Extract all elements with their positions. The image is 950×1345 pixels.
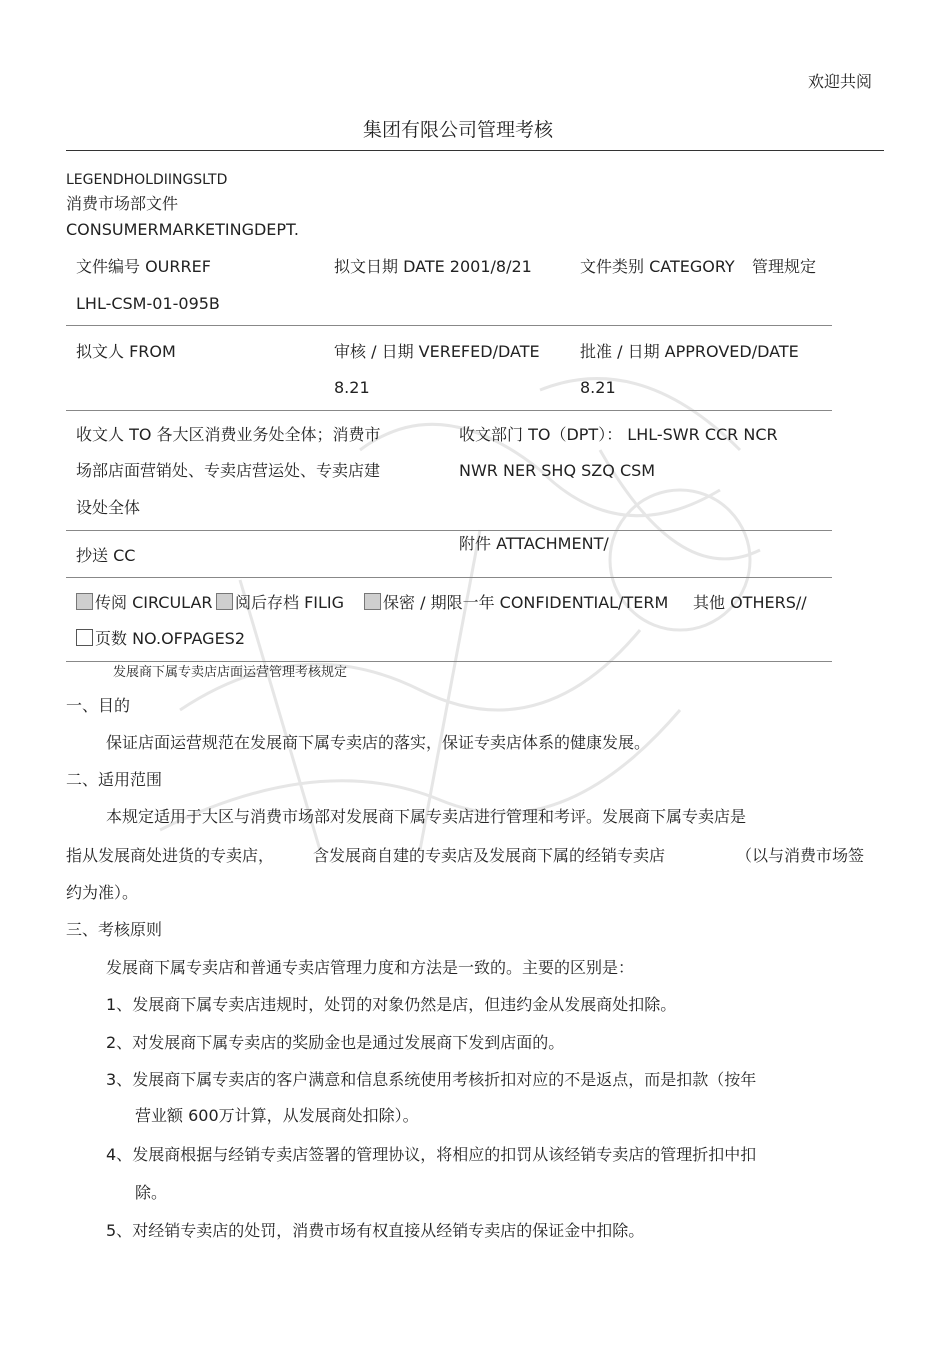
list-item [106, 995, 676, 1015]
list-item-text: 对经销专卖店的处罚，消费市场有权直接从经销专卖店的保证金中扣除。 [132, 1221, 645, 1240]
section-3-intro: 发展商下属专卖店和普通专卖店管理力度和方法是一致的。主要的区别是： [106, 958, 635, 977]
list-item-number: 2、 [106, 1033, 133, 1052]
section-2-heading: 二、适用范围 [66, 770, 163, 789]
table-row-divider [66, 530, 832, 531]
section-2-line-2c: （以与消费市场签 [736, 846, 865, 865]
confidential-label: 保密 / 期限一年 CONFIDENTIAL/TERM [383, 593, 669, 612]
list-item [106, 1221, 644, 1241]
section-1-text: 保证店面运营规范在发展商下属专卖店的落实，保证专卖店体系的健康发展。 [106, 733, 651, 752]
pages-label: 页数 NO.OFPAGES2 [95, 629, 246, 648]
table-bottom-divider [66, 661, 832, 662]
list-item-continuation: 营业额 600万计算，从发展商处扣除）。 [135, 1106, 419, 1125]
list-item-number: 4、 [106, 1145, 133, 1164]
to-line-2: 场部店面营销处、专卖店营运处、专卖店建 [76, 461, 381, 480]
to-line-1: 收文人 TO 各大区消费业务处全体；消费市 [76, 425, 381, 444]
list-item-text: 发展商下属专卖店的客户满意和信息系统使用考核折扣对应的不是返点，而是扣款（按年 [132, 1070, 757, 1089]
circular-checkbox[interactable] [76, 593, 93, 610]
company-name-en: LEGENDHOLDIINGSLTD [66, 172, 228, 188]
list-item-number: 3、 [106, 1070, 133, 1089]
to-dept-line-1: 收文部门 TO（DPT）： LHL-SWR CCR NCR [459, 425, 778, 444]
cc-label: 抄送 CC [76, 546, 136, 565]
to-dept-line-2: NWR NER SHQ SZQ CSM [459, 461, 656, 480]
section-2-line-1: 本规定适用于大区与消费市场部对发展商下属专卖店进行管理和考评。发展商下属专卖店是 [106, 807, 747, 826]
filing-label: 阅后存档 FILIG [235, 593, 345, 612]
approved-value: 8.21 [580, 378, 616, 397]
list-item-number: 5、 [106, 1221, 133, 1240]
page-title: 集团有限公司管理考核 [363, 119, 554, 141]
circular-label: 传阅 CIRCULAR [95, 593, 213, 612]
table-row-divider [66, 325, 832, 326]
from-label: 拟文人 FROM [76, 342, 176, 361]
list-item-text: 对发展商下属专卖店的奖励金也是通过发展商下发到店面的。 [132, 1033, 565, 1052]
verified-label: 审核 / 日期 VEREFED/DATE [334, 342, 540, 361]
filing-checkbox[interactable] [216, 593, 233, 610]
list-item-text: 发展商根据与经销专卖店签署的管理协议，将相应的扣罚从该经销专卖店的管理折扣中扣 [132, 1145, 757, 1164]
title-divider [66, 150, 884, 151]
category-label: 文件类别 CATEGORY [580, 257, 735, 276]
list-item [106, 1033, 564, 1053]
welcome-text: 欢迎共阅 [808, 72, 873, 91]
ref-label: 文件编号 OURREF [76, 257, 211, 276]
filing-option[interactable] [216, 593, 344, 613]
circular-option[interactable] [76, 593, 213, 613]
list-item [106, 1145, 756, 1165]
table-row-divider [66, 577, 832, 578]
dept-name-en: CONSUMERMARKETINGDEPT. [66, 220, 299, 239]
approved-label: 批准 / 日期 APPROVED/DATE [580, 342, 799, 361]
section-2-line-3: 约为准）。 [66, 883, 139, 902]
doc-title: 发展商下属专卖店店面运营管理考核规定 [113, 665, 348, 680]
section-2-line-2a: 指从发展商处进货的专卖店， [66, 846, 275, 865]
list-item [106, 1070, 756, 1090]
date-label: 拟文日期 DATE 2001/8/21 [334, 257, 532, 276]
table-row-divider [66, 410, 832, 411]
section-2-line-2b: 含发展商自建的专卖店及发展商下属的经销专卖店 [313, 846, 666, 865]
pages-field [76, 629, 245, 649]
ref-value: LHL-CSM-01-095B [76, 294, 220, 313]
confidential-checkbox[interactable] [364, 593, 381, 610]
list-item-number: 1、 [106, 995, 133, 1014]
list-item-continuation: 除。 [135, 1183, 168, 1202]
section-1-heading: 一、目的 [66, 696, 131, 715]
list-item-text: 发展商下属专卖店违规时，处罚的对象仍然是店，但违约金从发展商处扣除。 [132, 995, 677, 1014]
dept-name-cn: 消费市场部文件 [66, 194, 179, 213]
pages-box [76, 629, 93, 646]
section-3-heading: 三、考核原则 [66, 920, 163, 939]
verified-value: 8.21 [334, 378, 370, 397]
attachment-label: 附件 ATTACHMENT/ [459, 534, 609, 553]
to-line-3: 设处全体 [76, 498, 141, 517]
others-label: 其他 OTHERS// [693, 593, 807, 612]
confidential-option[interactable] [364, 593, 668, 613]
category-value: 管理规定 [752, 257, 817, 276]
